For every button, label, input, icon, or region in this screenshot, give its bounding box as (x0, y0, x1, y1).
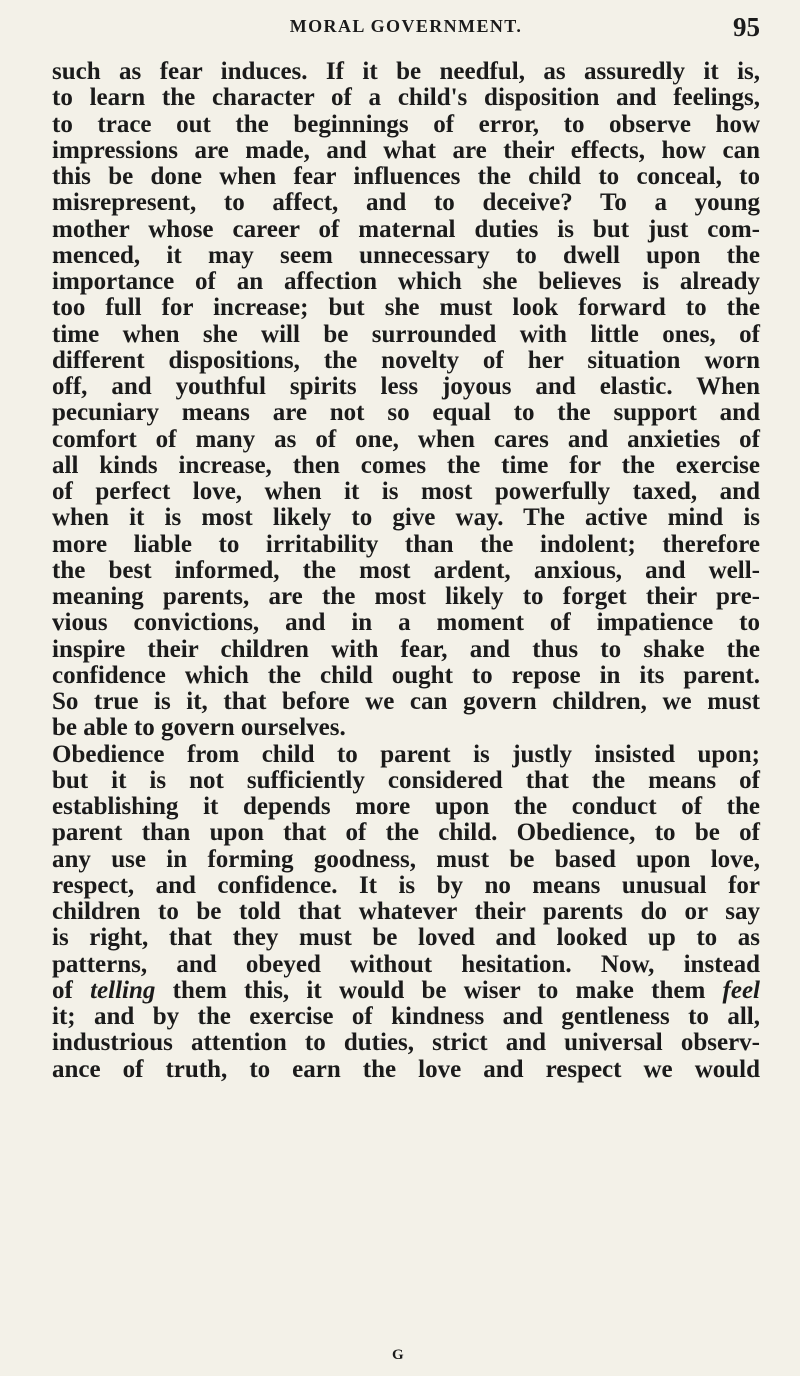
text-line: pecuniary means are not so equal to the support and (52, 399, 760, 427)
text-line: it; and by the exercise of kindness and gentleness to all, (52, 1003, 760, 1030)
text-line: such as fear induces. If it be needful, as assuredly it is, (52, 58, 760, 85)
text-line: patterns, and obeyed without hesitation. Now, instead (52, 950, 760, 978)
text-line: to trace out the beginnings of error, to observe how (52, 110, 760, 138)
text-line: this be done when fear influences the child to conceal, to (52, 163, 760, 190)
italic-word-telling: telling (90, 976, 156, 1004)
text-line: establishing it depends more upon the conduct of the (52, 793, 760, 820)
text-line: importance of an affection which she believes is already (52, 268, 760, 295)
paragraph-start-line: Obedience from child to parent is justly insisted upon; (52, 740, 760, 768)
text-line: different dispositions, the novelty of her situation worn (52, 346, 760, 374)
text-line: of perfect love, when it is most powerfully taxed, and (52, 478, 760, 505)
text-line-with-italics (52, 978, 760, 1004)
text-line: any use in forming goodness, must be based upon love, (52, 845, 760, 873)
running-title: MORAL GOVERNMENT. (289, 16, 523, 36)
paragraph-end-line: be able to govern ourselves. (52, 714, 346, 742)
text-line: all kinds increase, then comes the time for the exercise (52, 451, 760, 479)
page-number: 95 (733, 12, 760, 42)
text-line: is right, that they must be loved and looked up to as (52, 924, 760, 952)
text-line: children to be told that whatever their parents do or say (52, 898, 760, 925)
running-head (52, 12, 760, 44)
text-line: to learn the character of a child's disposition and feelings, (52, 84, 760, 112)
text-line: time when she will be surrounded with little ones, of (52, 320, 760, 348)
text-line: meaning parents, are the most likely to forget their pre- (52, 583, 760, 610)
text-line: misrepresent, to affect, and to deceive? To a young (52, 189, 760, 217)
text-line: more liable to irritability than the indolent; therefore (52, 530, 760, 558)
text-line: inspire their children with fear, and thus to shake the (52, 635, 760, 663)
text-line: So true is it, that before we can govern children, we must (52, 688, 760, 715)
text-line: respect, and confidence. It is by no means unusual for (52, 871, 760, 899)
text-line: off, and youthful spirits less joyous and elastic. When (52, 373, 760, 400)
text-line: vious convictions, and in a moment of impatience to (52, 609, 760, 637)
text-line: parent than upon that of the child. Obedience, to be of (52, 819, 760, 847)
text-line: too full for increase; but she must look forward to the (52, 294, 760, 322)
italic-word-feel: feel (722, 976, 760, 1004)
text-line: menced, it may seem unnecessary to dwell upon the (52, 241, 760, 269)
body-text (52, 59, 760, 1083)
text-line: impressions are made, and what are their effects, how can (52, 136, 760, 164)
text-line: ance of truth, to earn the love and respect we would (52, 1055, 760, 1083)
text-line: industrious attention to duties, strict and universal observ- (52, 1029, 760, 1057)
text-line: comfort of many as of one, when cares and anxieties of (52, 425, 760, 453)
text-line: the best informed, the most ardent, anxious, and well- (52, 556, 760, 584)
text-line: confidence which the child ought to repose in its parent. (52, 661, 760, 689)
text-fragment: them this, it would be wiser to make them (155, 976, 723, 1004)
text-line: but it is not sufficiently considered that the means of (52, 766, 760, 794)
text-line: mother whose career of maternal duties is but just com- (52, 215, 760, 243)
text-line: when it is most likely to give way. The active mind is (52, 504, 760, 532)
text-fragment: of (52, 976, 91, 1004)
signature-mark: G (392, 1347, 405, 1363)
